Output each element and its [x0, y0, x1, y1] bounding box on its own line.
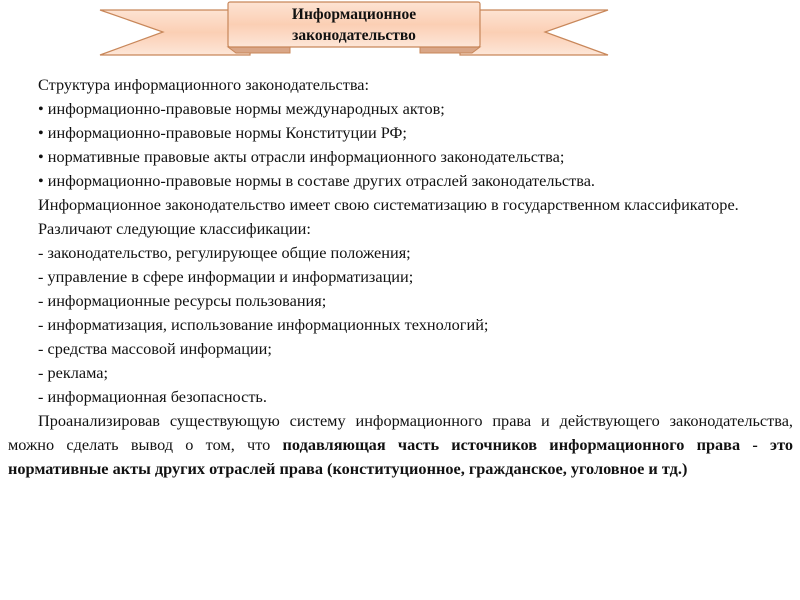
title-line-2: законодательство	[292, 27, 416, 44]
classification-item: - средства массовой информации;	[38, 339, 272, 358]
conclusion-emphasis: подавляющая часть источников информационного права - это нормативные акты других отраслей права (конституционное, гражданское, уголовное и тд.)	[8, 435, 794, 478]
structure-item: • информационно-правовые нормы в составе других отраслей законодательства.	[38, 171, 595, 190]
title-line-1: Информационное	[291, 6, 417, 23]
classifications-intro: Различают следующие классификации:	[38, 219, 311, 238]
classification-item: - реклама;	[38, 363, 109, 382]
classification-item: - законодательство, регулирующее общие положения;	[38, 243, 411, 262]
classification-item: - управление в сфере информации и информатизации;	[38, 267, 414, 286]
conclusion-text: Проанализировав существующую систему информационного права и действующего законодательства, можно сделать вывод о том, что	[8, 411, 793, 454]
classification-item: - информационные ресурсы пользования;	[38, 291, 327, 310]
document-body	[8, 73, 793, 481]
structure-intro: Структура информационного законодательства:	[38, 75, 370, 94]
structure-item: • информационно-правовые нормы Конституции РФ;	[38, 123, 407, 142]
structure-item: • нормативные правовые акты отрасли информационного законодательства;	[38, 147, 565, 166]
classification-item: - информатизация, использование информационных технологий;	[38, 315, 489, 334]
classification-item: - информационная безопасность.	[38, 387, 267, 406]
title-banner	[0, 0, 800, 60]
structure-item: • информационно-правовые нормы международных актов;	[38, 99, 445, 118]
conclusion-paragraph	[8, 409, 793, 481]
systematization-paragraph: Информационное законодательство имеет свою систематизацию в государственном классификаторе.	[38, 195, 739, 214]
page-title	[228, 2, 480, 48]
